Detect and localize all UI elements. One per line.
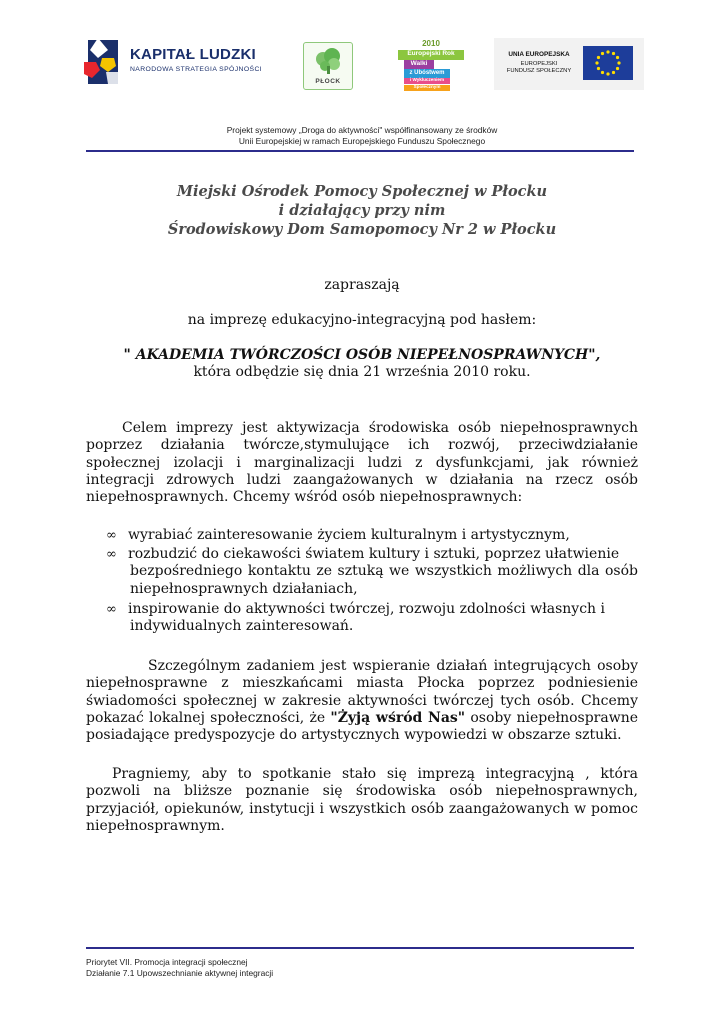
eu-star-icon: [612, 52, 615, 55]
bullet-item: [106, 527, 638, 544]
eu-star-icon: [597, 56, 600, 59]
ey-line2: Walki: [404, 60, 434, 69]
eu-flag-icon: [583, 46, 633, 80]
eu-star-icon: [601, 71, 604, 74]
tree-icon: [313, 47, 343, 75]
kapital-ludzki-subtitle: NARODOWA STRATEGIA SPÓJNOŚCI: [130, 66, 263, 73]
kapital-ludzki-logo: [84, 36, 274, 88]
ey-line5: Społecznym: [404, 85, 450, 91]
eu-star-icon: [606, 72, 609, 75]
event-title: " AKADEMIA TWÓRCZOŚCI OSÓB NIEPEŁNOSPRAWNYCH",: [123, 347, 601, 363]
footer-line-1: Priorytet VII. Promocja integracji społecznej: [86, 957, 248, 967]
european-year-logo: [398, 40, 464, 92]
bullet-symbol: ∞: [106, 547, 117, 562]
org-line-3: Środowiskowy Dom Samopomocy Nr 2 w Płocku: [167, 221, 557, 238]
eu-star-icon: [597, 67, 600, 70]
project-line-2: Unii Europejskiej w ramach Europejskiego Funduszu Społecznego: [238, 136, 486, 146]
bullet-symbol: ∞: [106, 602, 117, 617]
bullet-text: inspirowanie do aktywności twórczej, rozwoju zdolności własnych i: [128, 601, 605, 617]
ue-subtitle: [500, 61, 578, 75]
event-date: która odbędzie się dnia 21 września 2010 roku.: [193, 364, 531, 380]
eu-logo: [494, 38, 644, 90]
eu-star-icon: [595, 61, 598, 64]
kapital-ludzki-emblem-icon: [84, 36, 126, 88]
plock-logo: [303, 42, 353, 90]
footer-rule: [86, 947, 634, 949]
eu-star-icon: [612, 71, 615, 74]
invite-text: zapraszają: [324, 277, 400, 293]
paragraph-task-text: Szczególnym zadaniem jest wspieranie działań integrujących osoby niepełnosprawne z mieszkańcami miasta Płocka poprzez podniesienie świadomości społecznej w zakresie aktywności twórczej tych osób. Chcemy pokazać lokalnej społeczności, że: [86, 658, 638, 726]
eu-star-icon: [617, 61, 620, 64]
bullet-item: [106, 601, 638, 636]
ue-line2: EUROPEJSKI: [520, 61, 558, 67]
event-intro: na imprezę edukacyjno-integracyjną pod hasłem:: [187, 312, 537, 328]
paragraph-task: [86, 658, 638, 744]
bullet-symbol: ∞: [106, 528, 117, 543]
header-rule: [86, 150, 634, 152]
eu-star-icon: [601, 52, 604, 55]
ey-line3: z Ubóstwem: [404, 69, 450, 78]
ue-line3: FUNDUSZ SPOŁECZNY: [506, 68, 572, 75]
eu-star-icon: [616, 56, 619, 59]
ue-title: UNIA EUROPEJSKA: [508, 51, 570, 58]
org-line-1: Miejski Ośrodek Pomocy Społecznej w Płocku: [176, 183, 548, 200]
kapital-ludzki-title: KAPITAŁ LUDZKI: [130, 46, 256, 63]
slogan-bold: "Żyją wśród Nas": [330, 709, 466, 726]
bullet-item: [106, 546, 638, 598]
ey-line1: Europejski Rok: [398, 50, 464, 60]
ey-line4: i Wykluczeniem: [404, 78, 450, 84]
bullet-text-continued: indywidualnych zainteresowań.: [130, 618, 354, 635]
project-line-1: Projekt systemowy „Droga do aktywności" współfinansowany ze środków: [226, 125, 498, 135]
eu-star-icon: [606, 50, 609, 53]
org-line-2: i działający przy nim: [278, 202, 446, 219]
ey-year: 2010: [422, 39, 440, 48]
bullet-text: wyrabiać zainteresowanie życiem kulturalnym i artystycznym,: [128, 527, 570, 543]
bullet-text-continued: bezpośredniego kontaktu ze sztuką we wszystkich możliwych dla osób niepełnosprawnych działaniach,: [130, 563, 638, 597]
paragraph-wish: Pragniemy, aby to spotkanie stało się imprezą integracyjną , która pozwoli na bliższe poznanie się środowiska osób niepełnosprawnych, przyjaciół, opiekunów, instytucji i wszystkich osób zaangażowanych w pomoc niepełnosprawnym.: [86, 766, 638, 834]
footer-line-2: Działanie 7.1 Upowszechnianie aktywnej integracji: [86, 968, 274, 978]
eu-star-icon: [616, 67, 619, 70]
plock-label: PŁOCK: [315, 78, 341, 85]
paragraph-aim: Celem imprezy jest aktywizacja środowiska osób niepełnosprawnych poprzez działania twórcze,stymulujące ich rozwój, przeciwdziałanie społecznej izolacji i marginalizacji ludzi z dysfunkcjami, jak również integracji zdrowych ludzi zaangażowanych w działania na rzecz osób niepełnosprawnych. Chcemy wśród osób niepełnosprawnych:: [86, 420, 638, 506]
paragraph-task-end: osoby niepełnosprawne posiadające predyspozycje do artystycznych wypowiedzi w obszarze sztuki.: [86, 709, 638, 744]
bullet-text: rozbudzić do ciekawości światem kultury i sztuki, poprzez ułatwienie: [128, 546, 620, 562]
